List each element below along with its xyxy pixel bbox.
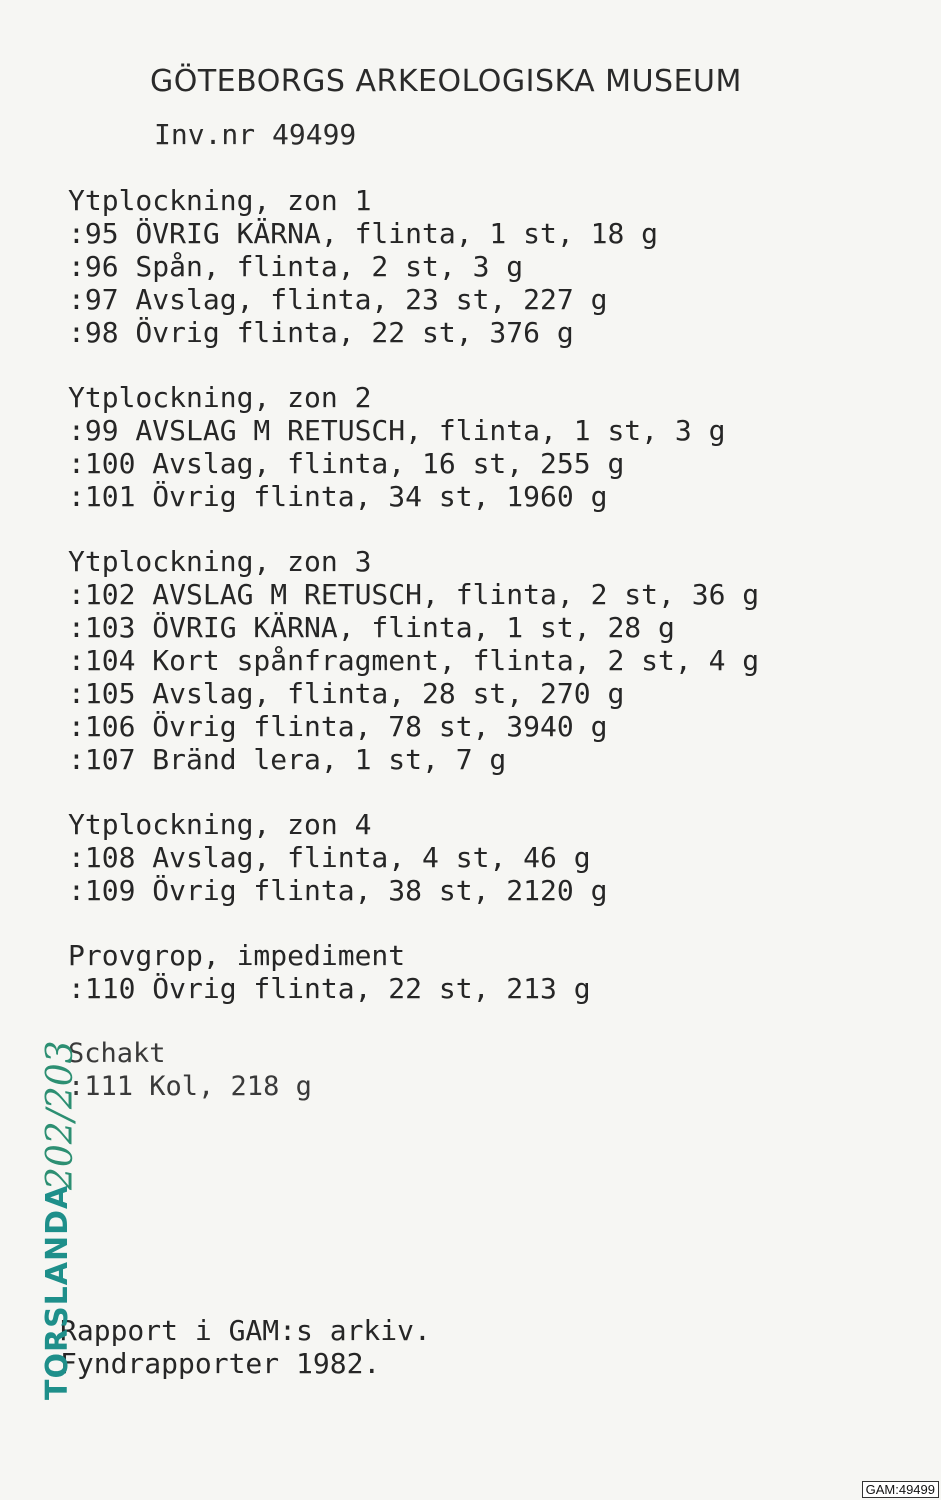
list-item: :104 Kort spånfragment, flinta, 2 st, 4 g [68, 644, 760, 677]
museum-title: GÖTEBORGS ARKEOLOGISKA MUSEUM [150, 64, 742, 99]
list-item: :111 Kol, 218 g [68, 1071, 312, 1102]
list-item: :102 AVSLAG M RETUSCH, flinta, 2 st, 36 g [68, 578, 760, 611]
section-heading: Ytplockning, zon 3 [68, 545, 372, 578]
section-zon-3 [68, 545, 888, 776]
section-heading: Schakt [68, 1038, 166, 1069]
inventory-number: Inv.nr 49499 [154, 118, 357, 151]
section-heading: Provgrop, impediment [68, 939, 406, 972]
list-item: :107 Bränd lera, 1 st, 7 g [68, 743, 507, 776]
section-heading: Ytplockning, zon 2 [68, 381, 372, 414]
list-item: :105 Avslag, flinta, 28 st, 270 g [68, 677, 625, 710]
list-item: :97 Avslag, flinta, 23 st, 227 g [68, 283, 608, 316]
section-heading: Ytplockning, zon 4 [68, 808, 372, 841]
section-zon-2 [68, 381, 888, 513]
section-schakt [68, 1037, 888, 1103]
list-item: :96 Spån, flinta, 2 st, 3 g [68, 250, 524, 283]
list-item: :109 Övrig flinta, 38 st, 2120 g [68, 874, 608, 907]
section-heading: Ytplockning, zon 1 [68, 184, 372, 217]
list-item: :106 Övrig flinta, 78 st, 3940 g [68, 710, 608, 743]
list-item: :108 Avslag, flinta, 4 st, 46 g [68, 841, 591, 874]
catalog-tag: GAM:49499 [862, 1481, 939, 1498]
list-item: :98 Övrig flinta, 22 st, 376 g [68, 316, 574, 349]
section-zon-1 [68, 184, 888, 349]
list-item: :99 AVSLAG M RETUSCH, flinta, 1 st, 3 g [68, 414, 726, 447]
section-provgrop [68, 939, 888, 1005]
report-note [60, 1314, 431, 1380]
list-item: :110 Övrig flinta, 22 st, 213 g [68, 972, 591, 1005]
place-stamp: TORSLANDA [40, 1184, 75, 1400]
list-item: :101 Övrig flinta, 34 st, 1960 g [68, 480, 608, 513]
section-zon-4 [68, 808, 888, 907]
find-list [68, 184, 888, 1135]
report-line-1: Rapport i GAM:s arkiv. [60, 1314, 431, 1347]
list-item: :103 ÖVRIG KÄRNA, flinta, 1 st, 28 g [68, 611, 675, 644]
list-item: :100 Avslag, flinta, 16 st, 255 g [68, 447, 625, 480]
handwritten-number: 202/203 [40, 1040, 81, 1190]
report-line-2: Fyndrapporter 1982. [60, 1347, 381, 1380]
list-item: :95 ÖVRIG KÄRNA, flinta, 1 st, 18 g [68, 217, 659, 250]
